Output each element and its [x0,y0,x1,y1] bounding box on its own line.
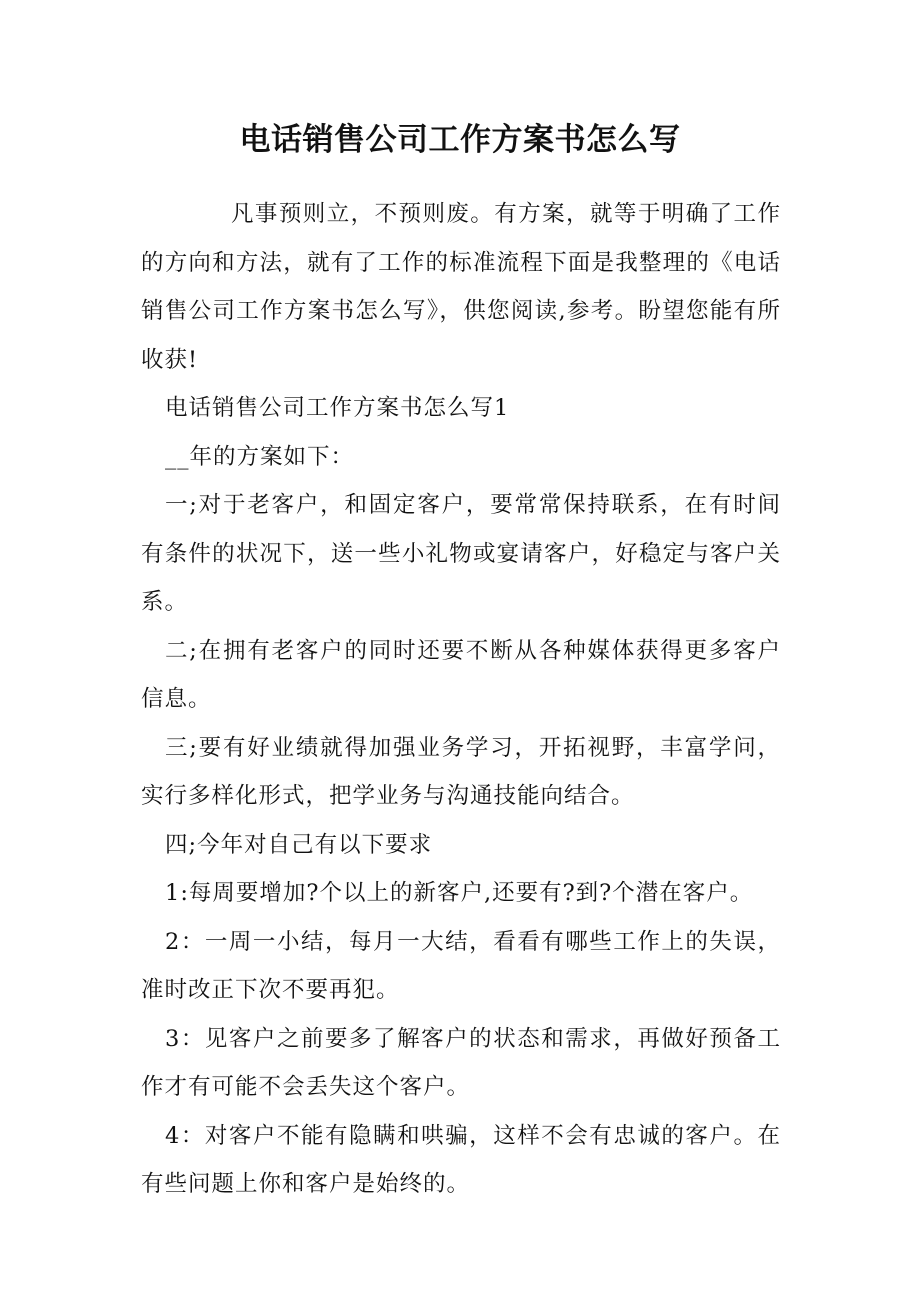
plan-item-1: 一;对于老客户，和固定客户，要常常保持联系，在有时间有条件的状况下，送一些小礼物或宴请客户，好稳定与客户关系。 [141,492,781,615]
requirement-2: 2：一周一小结，每月一大结，看看有哪些工作上的失误，准时改正下次不要再犯。 [141,928,781,1003]
requirement-3: 3：见客户之前要多了解客户的状态和需求，再做好预备工作才有可能不会丢失这个客户。 [141,1025,781,1100]
plan-item-2: 二;在拥有老客户的同时还要不断从各种媒体获得更多客户信息。 [141,637,781,712]
intro-paragraph: 凡事预则立，不预则废。有方案，就等于明确了工作的方向和方法，就有了工作的标准流程下面是我整理的《电话销售公司工作方案书怎么写》，供您阅读,参考。盼望您能有所收获! [141,201,781,373]
document-body [141,190,781,1209]
plan-item-4: 四;今年对自己有以下要求 [165,831,433,858]
plan-intro-paragraph: __年的方案如下： [165,443,355,470]
requirement-4: 4：对客户不能有隐瞒和哄骗，这样不会有忠诚的客户。在有些问题上你和客户是始终的。 [141,1122,781,1197]
section-heading: 电话销售公司工作方案书怎么写1 [165,395,510,421]
requirement-1: 1:每周要增加?个以上的新客户,还要有?到?个潜在客户。 [165,880,754,906]
plan-item-3: 三;要有好业绩就得加强业务学习，开拓视野，丰富学问，实行多样化形式，把学业务与沟通技能向结合。 [141,734,781,809]
page-title: 电话销售公司工作方案书怎么写 [239,122,681,158]
